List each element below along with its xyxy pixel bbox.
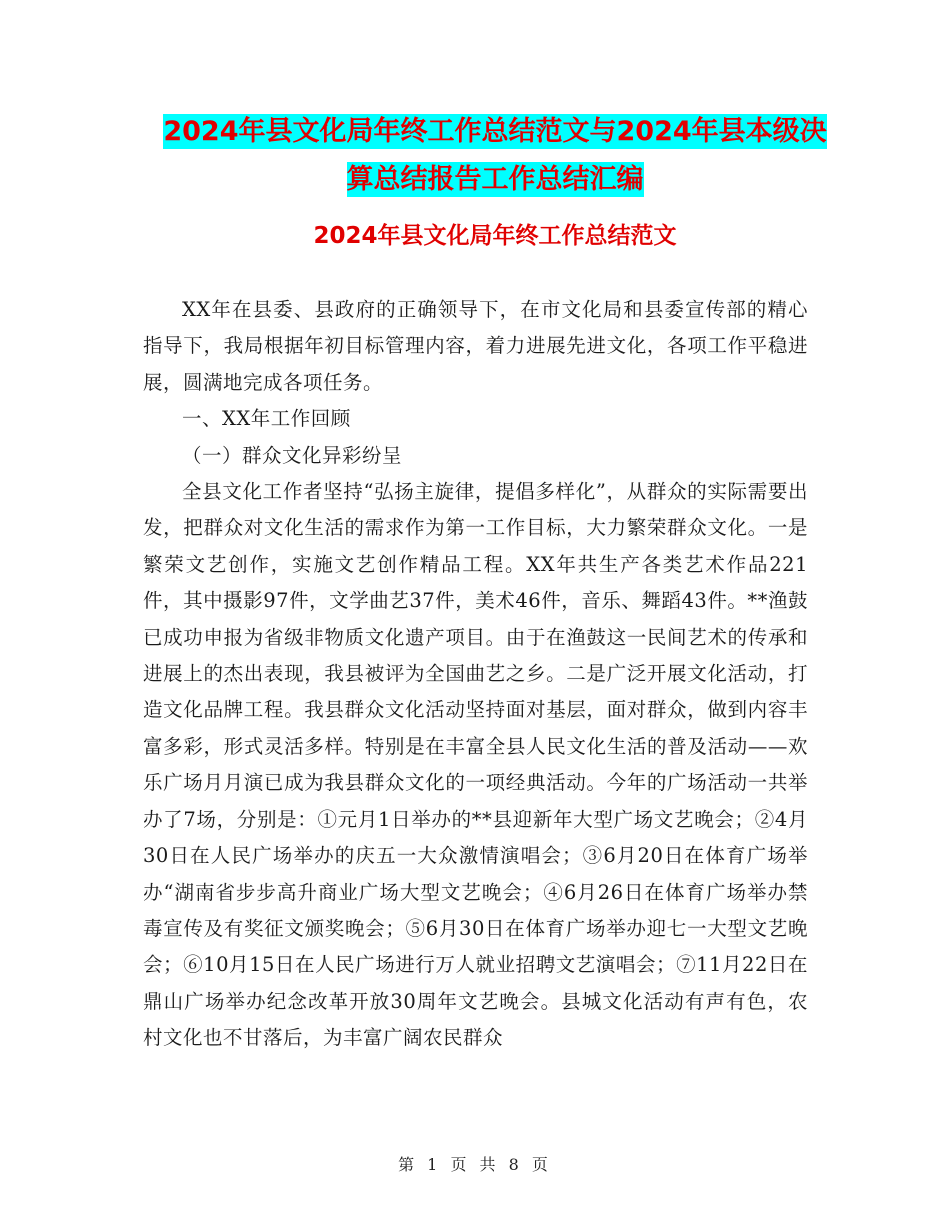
document-title [140,108,850,204]
paragraph-intro: XX年在县委、县政府的正确领导下，在市文化局和县委宣传部的精心指导下，我局根据年初目标管理内容，着力进展先进文化，各项工作平稳进展，圆满地完成各项任务。 [143,298,808,394]
title-line-1: 2024年县文化局年终工作总结范文与2024年县本级决 [163,116,827,147]
heading-mass-culture: （一）群众文化异彩纷呈 [182,443,403,467]
heading-review: 一、XX年工作回顾 [182,407,351,431]
document-body [143,292,808,1057]
page-footer: 第 1 页 共 8 页 [398,1155,552,1174]
title-line-2: 算总结报告工作总结汇编 [346,164,644,195]
section-title: 2024年县文化局年终工作总结范文 [313,223,677,249]
paragraph-mass-culture: 全县文化工作者坚持“弘扬主旋律，提倡多样化”，从群众的实际需要出发，把群众对文化生活的需求作为第一工作目标，大力繁荣群众文化。一是繁荣文艺创作，实施文艺创作精品工程。XX年共生产各类艺术作品221件，其中摄影97件，文学曲艺37件，美术46件，音乐、舞蹈43件。**渔鼓已成功申报为省级非物质文化遗产项目。由于在渔鼓这一民间艺术的传承和进展上的杰出表现，我县被评为全国曲艺之乡。二是广泛开展文化活动，打造文化品牌工程。我县群众文化活动坚持面对基层，面对群众，做到内容丰富多彩，形式灵活多样。特别是在丰富全县人民文化生活的普及活动——欢乐广场月月演已成为我县群众文化的一项经典活动。今年的广场活动一共举办了7场，分别是：①元月1日举办的**县迎新年大型广场文艺晚会；②4月30日在人民广场举办的庆五一大众激情演唱会；③6月20日在体育广场举办“湖南省步步高升商业广场大型文艺晚会；④6月26日在体育广场举办禁毒宣传及有奖征文颁奖晚会；⑤6月30日在体育广场举办迎七一大型文艺晚会；⑥10月15日在人民广场进行万人就业招聘文艺演唱会；⑦11月22日在鼎山广场举办纪念改革开放30周年文艺晚会。县城文化活动有声有色，农村文化也不甘落后，为丰富广阔农民群众 [143,480,808,1050]
